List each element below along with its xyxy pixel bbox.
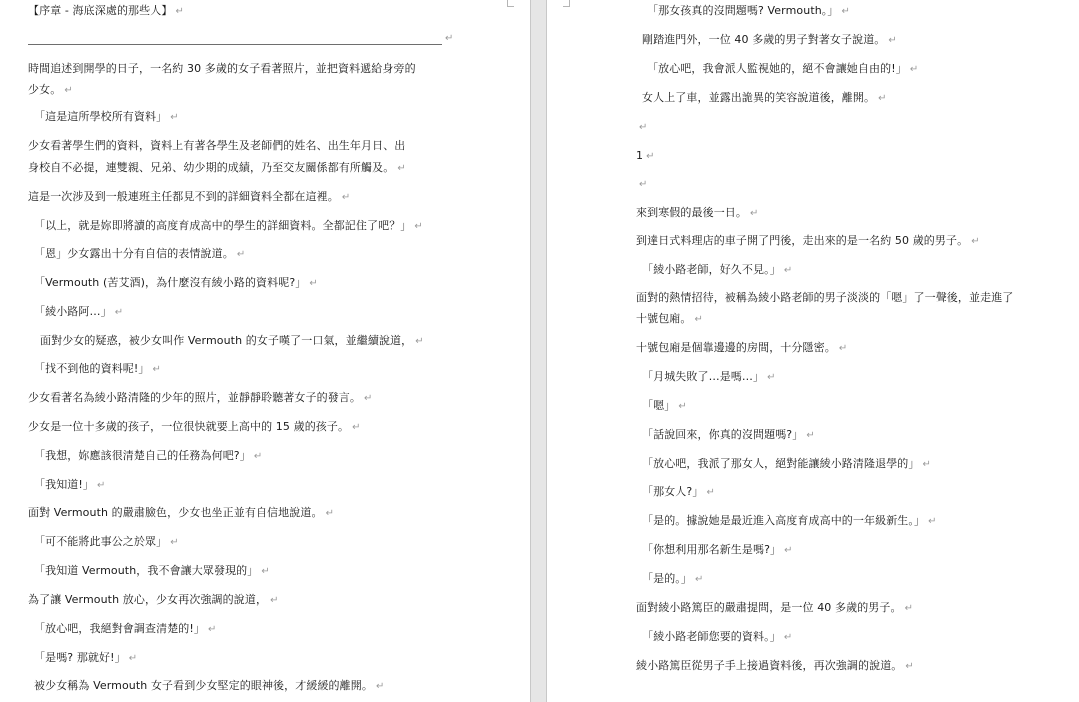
paragraph-line: 「Vermouth (苦艾酒)，為什麼沒有綾小路的資料呢?」 ↵ [34, 276, 318, 289]
paragraph-line: 「是嗎? 那就好!」 ↵ [34, 651, 138, 664]
paragraph-line: 這是一次涉及到一般連班主任都見不到的詳細資料全都在這裡。 ↵ [28, 190, 351, 203]
empty-paragraph: ↵ [639, 122, 648, 133]
paragraph-line: 「這是這所學校所有資料」 ↵ [34, 110, 179, 123]
paragraph-line: 「話說回來，你真的沒問題嗎?」 ↵ [642, 428, 815, 441]
paragraph-line: 綾小路篤臣從男子手上接過資料後，再次強調的說道。 ↵ [636, 659, 914, 672]
paragraph-line: 「你想利用那名新生是嗎?」 ↵ [642, 543, 793, 556]
margin-corner-mark [507, 0, 514, 7]
paragraph-mark-icon: ↵ [445, 33, 454, 44]
paragraph-line: 時間追述到開學的日子，一名約 30 多歲的女子看著照片，並把資料遞給身旁的 [28, 62, 416, 75]
paragraph-line: 「找不到他的資料呢!」 ↵ [34, 362, 161, 375]
paragraph-line: 面對 Vermouth 的嚴肅臉色，少女也坐正並有自信地說道。 ↵ [28, 506, 335, 519]
paragraph-line: 「嗯」 ↵ [642, 399, 687, 412]
paragraph-line: 「我知道 Vermouth，我不會讓大眾發現的」 ↵ [34, 564, 270, 577]
paragraph-line: 到達日式料理店的車子開了門後，走出來的是一名約 50 歲的男子。 ↵ [636, 234, 980, 247]
chapter-title: 【序章 - 海底深處的那些人】 ↵ [28, 4, 184, 17]
paragraph-line: 「綾小路老師，好久不見。」 ↵ [642, 263, 793, 276]
paragraph-line: 少女看著名為綾小路清隆的少年的照片，並靜靜聆聽著女子的發言。 ↵ [28, 391, 373, 404]
paragraph-line: 「是的。」 ↵ [642, 572, 704, 585]
paragraph-line: 「是的。據說她是最近進入高度育成高中的一年級新生。」 ↵ [642, 514, 937, 527]
paragraph-line: 「那女人?」 ↵ [642, 485, 715, 498]
paragraph-line: 「放心吧，我派了那女人，絕對能讓綾小路清隆退學的」 ↵ [642, 457, 931, 470]
paragraph-line: 面對少女的疑惑，被少女叫作 Vermouth 的女子嘆了一口氣，並繼續說道， ↵ [40, 334, 424, 347]
paragraph-line: 「可不能將此事公之於眾」 ↵ [34, 535, 179, 548]
paragraph-line: 少女是一位十多歲的孩子，一位很快就要上高中的 15 歲的孩子。 ↵ [28, 420, 361, 433]
paragraph-line: 少女。 ↵ [28, 83, 73, 96]
paragraph-line: 「以上，就是妳即將讀的高度育成高中的學生的詳細資料。全都記住了吧？」 ↵ [34, 219, 423, 232]
paragraph-line: 「月城失敗了…是嗎…」 ↵ [642, 370, 776, 383]
paragraph-line: 「我想，妳應該很清楚自己的任務為何吧?」 ↵ [34, 449, 263, 462]
page-number: 1 ↵ [636, 149, 655, 162]
paragraph-line: 剛踏進門外，一位 40 多歲的男子對著女子說道。 ↵ [642, 33, 897, 46]
empty-paragraph: ↵ [639, 179, 648, 190]
paragraph-line: 「我知道!」 ↵ [34, 478, 106, 491]
paragraph-line: 來到寒假的最後一日。 ↵ [636, 206, 759, 219]
paragraph-line: 「放心吧，我絕對會調查清楚的!」 ↵ [34, 622, 217, 635]
paragraph-line: 女人上了車，並露出詭異的笑容說道後，離開。 ↵ [642, 91, 887, 104]
paragraph-line: 「放心吧，我會派人監視她的，絕不會讓她自由的!」 ↵ [647, 62, 919, 75]
paragraph-line: 被少女稱為 Vermouth 女子看到少女堅定的眼神後，才緩緩的離開。 ↵ [34, 679, 385, 692]
paragraph-line: 少女看著學生們的資料，資料上有著各學生及老師們的姓名、出生年月日、出 [28, 139, 406, 152]
paragraph-line: 身校自不必提，連雙親、兄弟、幼少期的成績，乃至交友關係都有所觸及。 ↵ [28, 161, 406, 174]
paragraph-line: 為了讓 Vermouth 放心，少女再次強調的說道， ↵ [28, 593, 279, 606]
paragraph-line: 「綾小路老師您要的資料。」 ↵ [642, 630, 793, 643]
paragraph-line: 十號包廂。 ↵ [636, 312, 703, 325]
document-page-left[interactable] [0, 0, 530, 702]
horizontal-rule [28, 44, 442, 45]
margin-corner-mark [563, 0, 570, 7]
paragraph-line: 面對綾小路篤臣的嚴肅提問，是一位 40 多歲的男子。 ↵ [636, 601, 914, 614]
page-edge [530, 0, 531, 702]
paragraph-line: 「綾小路阿…」 ↵ [34, 305, 124, 318]
paragraph-line: 十號包廂是個靠邊邊的房間，十分隱密。 ↵ [636, 341, 848, 354]
paragraph-line: 「恩」少女露出十分有自信的表情說道。 ↵ [34, 247, 246, 260]
document-page-right[interactable] [547, 0, 1079, 702]
paragraph-line: 「那女孩真的沒問題嗎? Vermouth。」 ↵ [647, 4, 850, 17]
paragraph-line: 面對的熱情招待，被稱為綾小路老師的男子淡淡的「嗯」了一聲後，並走進了 [636, 291, 1014, 304]
